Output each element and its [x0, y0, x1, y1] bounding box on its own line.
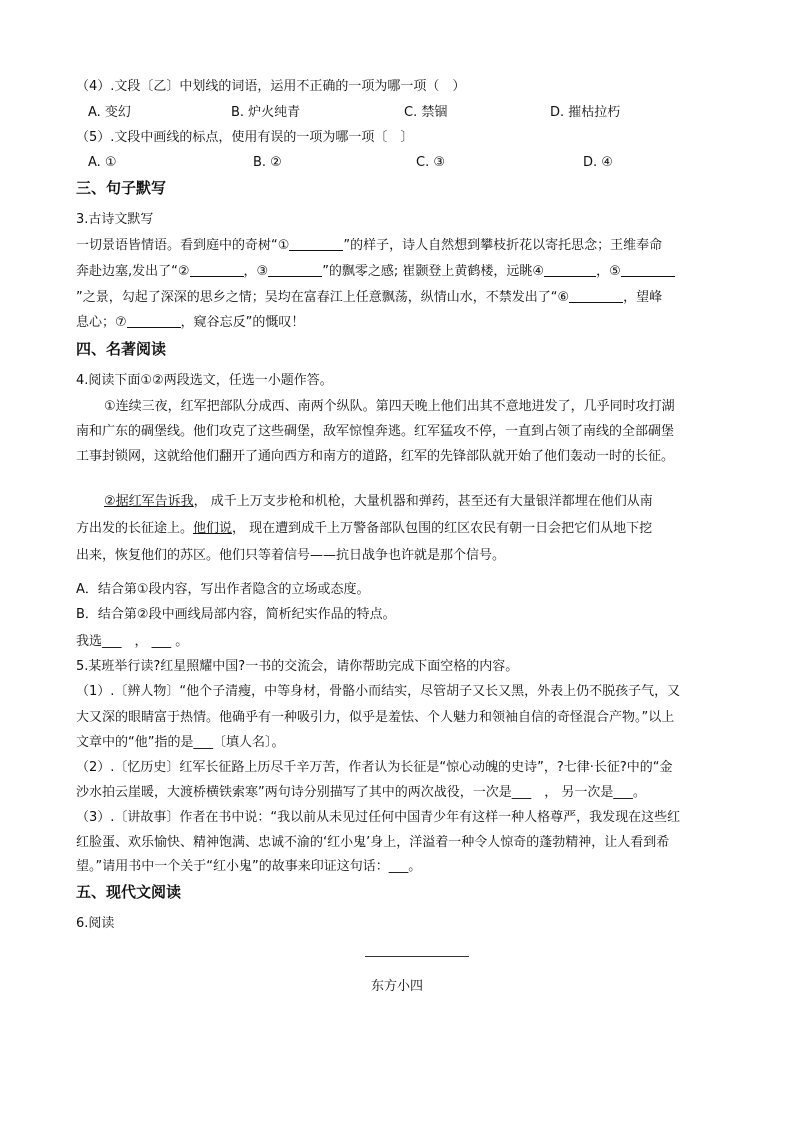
q6-title: 6.阅读 [76, 916, 115, 931]
q4-stem: （4）.文段〔乙〕中划线的词语，运用不正确的一项为哪一项（ ） [76, 79, 466, 94]
q5-option-a: A. ① [88, 155, 117, 170]
sec3-line-3: ”之景，勾起了深深的思乡之情；吴均在富春江上任意飘荡，纵情山水，不禁发出了“⑥ ，望峰 [76, 290, 663, 305]
q5-s1-line-3: 文章中的“他”指的是___〔填人名〕。 [76, 735, 285, 750]
blank-5 [621, 263, 675, 277]
q4-option-d: D. 摧枯拉朽 [550, 105, 621, 120]
passage-1-line-2: 南和广东的碉堡线。他们攻克了这些碉堡，敌军惊惶奔逃。红军猛攻不停，一直到占领了南线的全部碉堡 [76, 424, 675, 439]
section-heading-5: 五、现代文阅读 [76, 883, 182, 901]
answer-line: 我选___ ， ___ 。 [76, 634, 189, 649]
passage-1-line-3: 工事封锁网，这就给他们翻开了通向西方和南方的道路，红军的先锋部队就开始了他们轰动一时的长征。 [76, 449, 675, 464]
q4-option-a: A. 变幻 [88, 105, 131, 120]
q5-option-c: C. ③ [416, 155, 445, 170]
blank-4 [544, 263, 596, 277]
blank-1 [289, 237, 343, 251]
q5-s2-line-1: （2）.〔忆历史〕红军长征路上历尽千辛万苦，作者认为长征是“惊心动魄的史诗”，?七律·长征?中的“金 [76, 760, 673, 775]
q5-stem: （5）.文段中画线的标点，使用有误的一项为哪一项〔 〕 [76, 130, 414, 145]
passage-2-line-1: ②据红军告诉我， 成千上万支步枪和机枪，大量机器和弹药，甚至还有大量银洋都埋在他们从南 [104, 494, 653, 509]
section-heading-4: 四、名著阅读 [76, 340, 167, 358]
question-b: B．结合第②段中画线局部内容，简析纪实作品的特点。 [76, 607, 396, 622]
sec3-line-2: 奔赴边塞,发出了“② ，③ ”的飘零之感; 崔颢登上黄鹤楼，远眺④ ，⑤ [76, 262, 675, 282]
sec3-line-4: 息心；⑦ ，窥谷忘反”的慨叹！ [76, 315, 305, 330]
passage-2-line-3: 出来，恢复他们的苏区。他们只等着信号——抗日战争也许就是那个信号。 [76, 548, 506, 563]
question-a: A．结合第①段内容，写出作者隐含的立场或态度。 [76, 582, 370, 597]
q5-s1-line-2: 大又深的眼睛富于热情。他确乎有一种吸引力，似乎是羞怯、个人魅力和领袖自信的奇怪混合产物。”以上 [76, 710, 675, 725]
q4-reading-title: 4.阅读下面①②两段选文，任选一小题作答。 [76, 373, 333, 388]
q5-s3-line-2: 红脸蛋、欢乐愉快、精神饱满、忠诚不渝的‘红小鬼’身上，洋溢着一种令人惊奇的蓬勃精神，让人看到希 [76, 835, 670, 850]
q4-option-b: B. 炉火纯青 [231, 105, 301, 120]
blank-6 [569, 289, 623, 303]
q4-option-c: C. 禁锢 [404, 105, 448, 120]
q5-s3-line-1: （3）.〔讲故事〕作者在书中说：“我以前从未见过任何中国青少年有这样一种人格尊严，我发现在这些红 [76, 810, 681, 825]
sec3-title: 3.古诗文默写 [76, 212, 154, 227]
passage-2-line-2: 方出发的长征途上。他们说， 现在遭到成千上万警备部队包围的红区农民有朝一日会把它们从地下挖 [76, 521, 653, 536]
q5-s3-line-3: 望。”请用书中一个关于“红小鬼”的故事来印证这句话：___。 [76, 859, 422, 874]
section-heading-3: 三、句子默写 [76, 179, 167, 197]
passage-1-line-1: ①连续三夜，红军把部队分成西、南两个纵队。第四天晚上他们出其不意地进发了，几乎同时攻打湖 [104, 399, 675, 414]
q5-s1-line-1: （1）.〔辨人物〕“他个子清瘦，中等身材，骨骼小而结实，尽管胡子又长又黑，外表上仍不脱孩子气，又 [76, 684, 681, 699]
q5-option-b: B. ② [253, 155, 282, 170]
article-title: 东方小四 [370, 979, 423, 994]
q5-s2-line-2: 沙水拍云崖暖，大渡桥横铁索寒”两句诗分别描写了其中的两次战役，一次是___ ， 另一次是___。 [76, 785, 646, 800]
q5-title: 5.某班举行读?红星照耀中国?一书的交流会，请你帮助完成下面空格的内容。 [76, 659, 519, 674]
blank-7 [127, 314, 181, 328]
q5-option-d: D. ④ [583, 155, 613, 170]
blank-2 [190, 263, 244, 277]
blank-3 [268, 263, 322, 277]
sec3-line-1: 一切景语皆情语。看到庭中的奇树“① ”的样子，诗人自然想到攀枝折花以寄托思念；王维奉命 [76, 238, 663, 253]
divider [365, 956, 469, 957]
